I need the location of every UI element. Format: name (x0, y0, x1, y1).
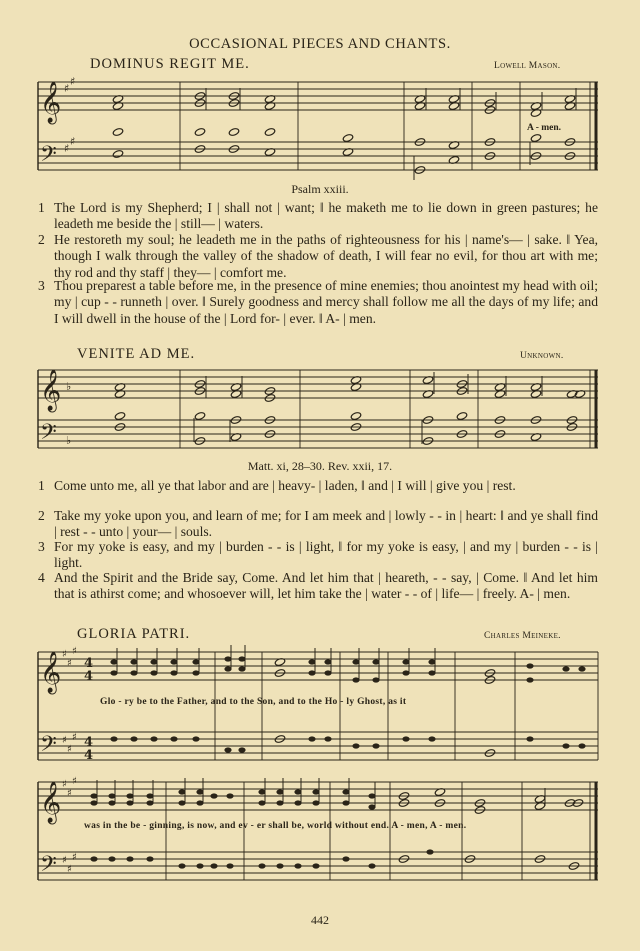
chant-title: VENITE AD ME. (77, 346, 196, 362)
chant-title: GLORIA PATRI. (77, 626, 191, 642)
scripture-reference: Psalm xxiii. (291, 182, 349, 196)
chant-composer: Charles Meineke. (484, 631, 561, 641)
chant-score-gloria (0, 640, 640, 900)
verse-number: 1 (38, 478, 45, 493)
verse-number: 1 (38, 200, 45, 215)
verse-text: Take my yoke upon you, and learn of me; for I am meek and | lowly - - in | heart: ‖ and ye shall find | rest - - unto | your— | souls. (54, 508, 598, 540)
svg-text:4: 4 (84, 656, 94, 671)
svg-text:𝄢: 𝄢 (40, 420, 57, 450)
svg-text:♯: ♯ (67, 744, 72, 755)
verse-number: 4 (38, 570, 45, 585)
svg-text:♯: ♯ (70, 75, 76, 88)
lyrics-line: was in the be - ginning, is now, and ev - er shall be, world without end. A - men, A - men. (84, 821, 467, 831)
svg-text:♯: ♯ (72, 646, 77, 657)
verse-number: 2 (38, 232, 45, 247)
verse-text: The Lord is my Shepherd; I | shall not | want; ‖ he maketh me to lie down in green pastures; he leadeth me beside the | still— | waters. (54, 200, 598, 232)
svg-text:♯: ♯ (67, 864, 72, 875)
verse (38, 278, 598, 327)
svg-text:♯: ♯ (70, 135, 76, 148)
chant-score-venite (0, 362, 640, 462)
verse (38, 508, 598, 541)
svg-text:𝄞: 𝄞 (40, 370, 62, 411)
verse-number: 3 (38, 539, 45, 554)
svg-text:𝄞: 𝄞 (40, 782, 62, 823)
lyrics-line: Glo - ry be to the Father, and to the Son, and to the Ho - ly Ghost, as it (100, 697, 407, 707)
running-header: OCCASIONAL PIECES AND CHANTS. (189, 36, 451, 52)
verse-number: 3 (38, 278, 45, 293)
svg-text:♯: ♯ (62, 855, 67, 866)
verse (38, 478, 598, 494)
svg-text:♯: ♯ (67, 788, 72, 799)
verse (38, 570, 598, 603)
svg-text:4: 4 (84, 748, 94, 763)
svg-text:♯: ♯ (64, 142, 70, 155)
verse-text: And the Spirit and the Bride say, Come. And let him that | heareth, - - say, | Come. ‖ And let him that is athirst come; and whosoever will, let him take the | water - - of | life— | freely. A- | men. (54, 570, 598, 602)
svg-text:♯: ♯ (62, 735, 67, 746)
verse (38, 232, 598, 281)
verse-text: For my yoke is easy, and my | burden - - is | light, ‖ for my yoke is easy, | and my | burden - - is | light. (54, 539, 598, 571)
svg-text:𝄢: 𝄢 (40, 852, 57, 882)
verse-text: Come unto me, all ye that labor and are | heavy- | laden, ‖ and | I will | give you | rest. (54, 478, 516, 493)
verse (38, 539, 598, 572)
chant-title: DOMINUS REGIT ME. (90, 56, 250, 72)
svg-text:♯: ♯ (62, 649, 67, 660)
svg-text:♯: ♯ (72, 732, 77, 743)
svg-text:4: 4 (84, 735, 94, 750)
svg-text:4: 4 (84, 669, 94, 684)
svg-text:♭: ♭ (66, 434, 72, 447)
svg-text:𝄢: 𝄢 (40, 142, 57, 172)
verse-text: Thou preparest a table before me, in the presence of mine enemies; thou anointest my head with oil; my | cup - - runneth | over. ‖ Surely goodness and mercy shall follow me all the days of my life; and I will dwell in the house of the | Lord for- | ever. ‖ A- | men. (54, 278, 598, 326)
verse (38, 200, 598, 233)
verse-number: 2 (38, 508, 45, 523)
svg-text:𝄢: 𝄢 (40, 732, 57, 762)
page-number: 442 (311, 913, 329, 927)
svg-text:♯: ♯ (64, 82, 70, 95)
svg-text:♭: ♭ (66, 380, 72, 393)
svg-text:♯: ♯ (72, 776, 77, 787)
svg-text:♯: ♯ (67, 658, 72, 669)
scripture-reference: Matt. xi, 28–30. Rev. xxii, 17. (247, 459, 393, 473)
svg-text:♯: ♯ (72, 852, 77, 863)
chant-composer: Unknown. (520, 351, 564, 361)
amen-label: A - men. (527, 123, 562, 133)
verse-text: He restoreth my soul; he leadeth me in the paths of righteousness for his | name's— | sake. ‖ Yea, though I walk through the valley of the shadow of death, I will fear no evil, for thou art with me; thy rod and thy staff | they— | comfort me. (54, 232, 598, 280)
svg-text:𝄞: 𝄞 (40, 652, 62, 693)
chant-composer: Lowell Mason. (494, 61, 561, 71)
svg-text:♯: ♯ (62, 779, 67, 790)
svg-text:𝄞: 𝄞 (40, 82, 62, 123)
